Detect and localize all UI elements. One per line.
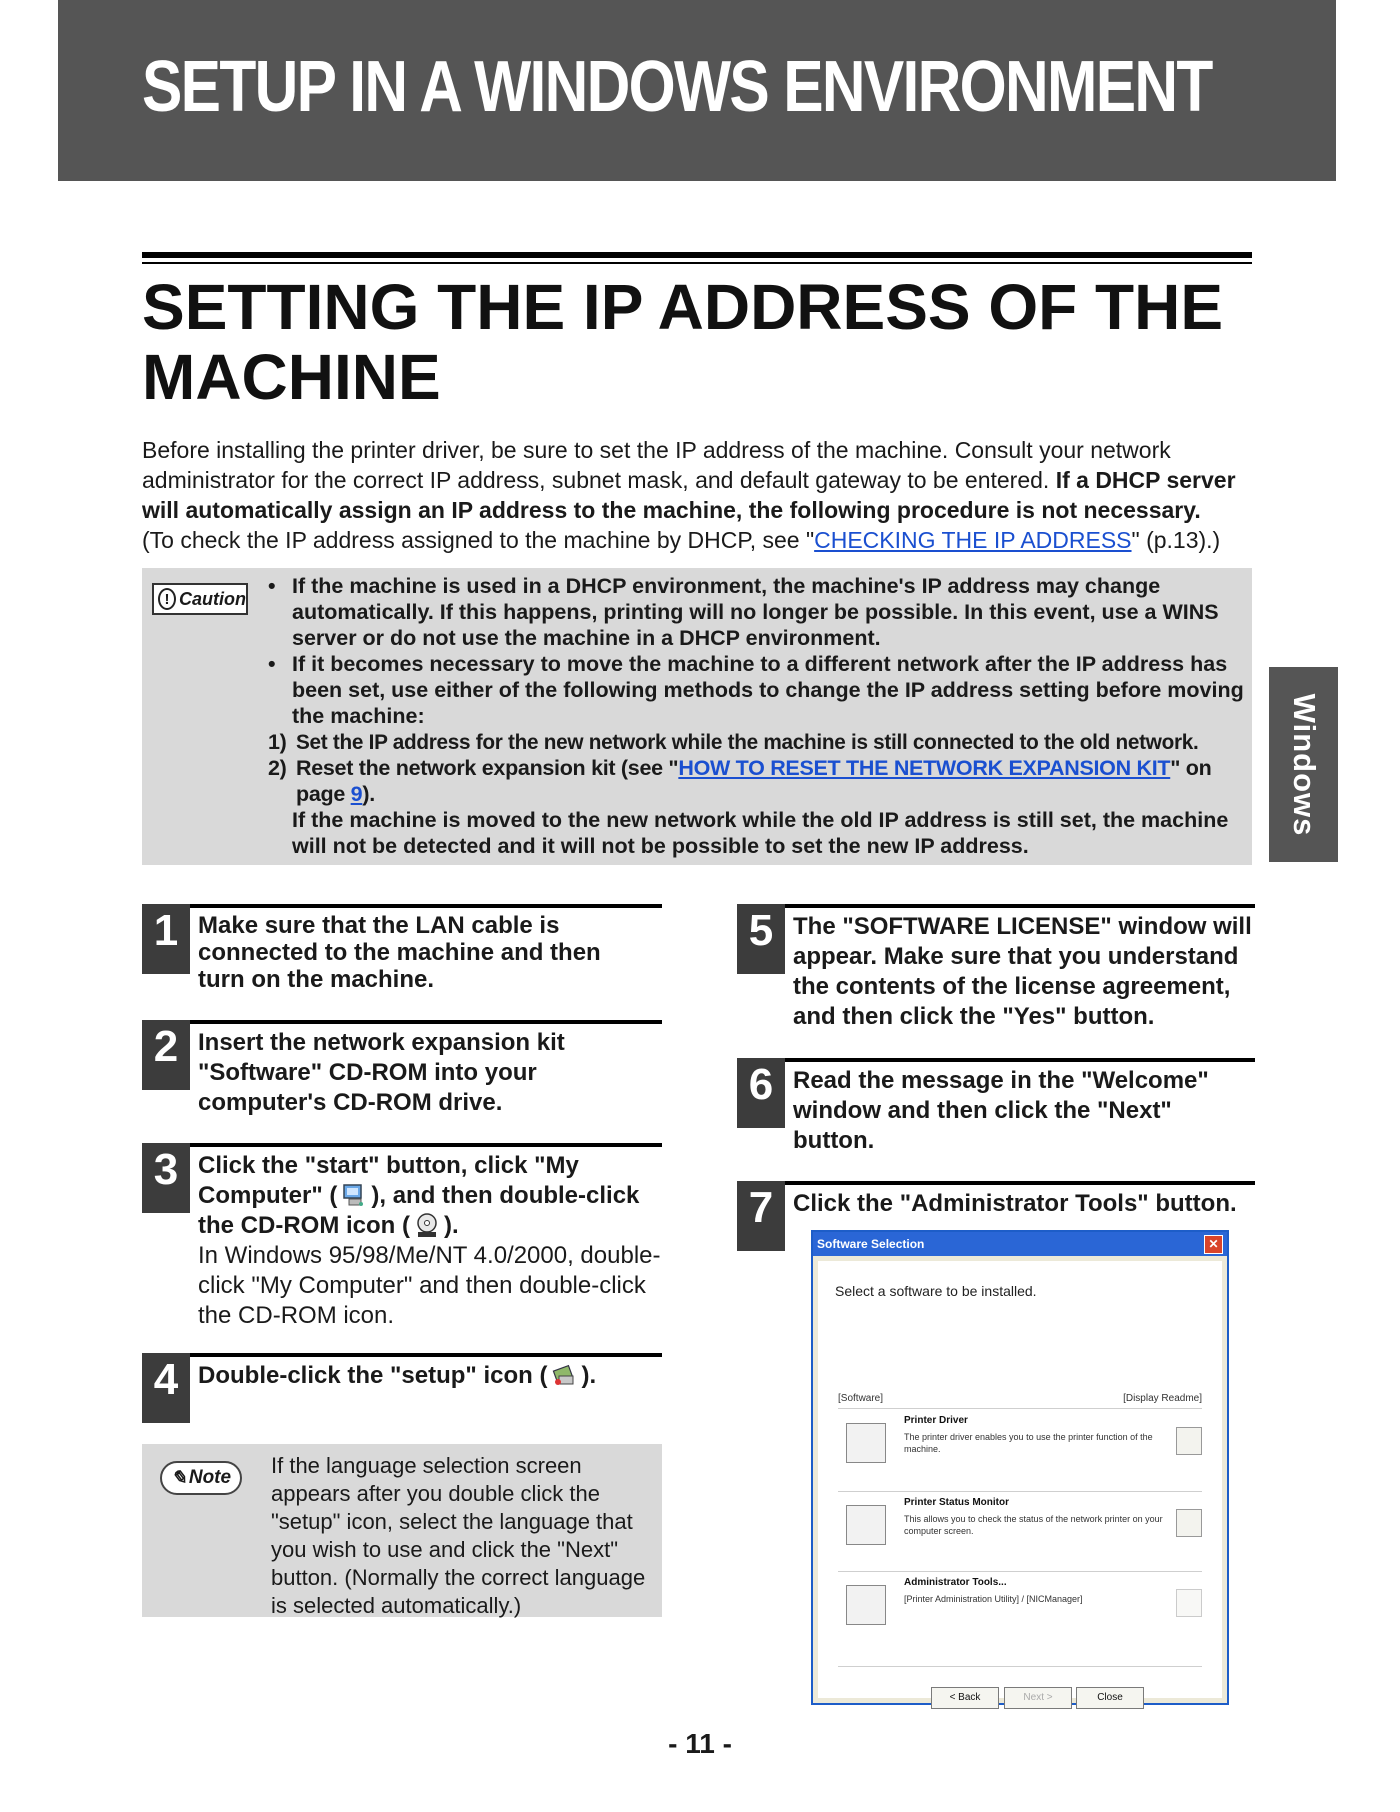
step-rule [142,1143,662,1147]
page-title-line1: SETTING THE IP ADDRESS OF THE [142,271,1223,343]
step-rule [142,1353,662,1357]
caution-list [268,573,1248,859]
note-box [142,1444,662,1617]
software-selection-dialog [811,1230,1229,1705]
my-computer-icon [341,1182,367,1208]
title-rule-thin [142,262,1252,264]
pencil-icon: ✎ [170,1467,187,1489]
caution-item-1-text: Set the IP address for the new network while the machine is still connected to the old network. [296,730,1199,754]
intro-text-3: " (p.13).) [1131,527,1221,553]
dialog-body [818,1261,1222,1703]
title-rule-thick [142,252,1252,258]
readme-icon[interactable] [1176,1589,1202,1617]
step-number: 1 [142,904,190,974]
caution-item-1-number: 1) [268,730,287,754]
step-rule [737,1058,1255,1062]
printer-status-monitor-item[interactable] [838,1495,1202,1565]
readme-icon[interactable] [1176,1509,1202,1537]
intro-bold-text: If a DHCP server will automatically assign an IP address to the machine, the following procedure is not necessary. [142,467,1236,523]
step-rule [142,904,662,908]
caution-item-2-pre: Reset the network expansion kit (see " [296,756,679,780]
intro-paragraph [142,435,1262,555]
administrator-tools-item[interactable] [838,1575,1202,1645]
side-tab-label: Windows [1286,693,1322,836]
software-column-header: [Software] [838,1393,884,1404]
caution-item-2 [268,755,1248,807]
step-number: 2 [142,1020,190,1090]
cd-rom-icon [414,1212,440,1238]
note-text: If the language selection screen appears after you double click the "setup" icon, select the language that you wish to use and click the "Next" button. (Normally the correct language is selected automatically.) [271,1453,646,1618]
intro-text: Before installing the printer driver, be sure to set the IP address of the machine. Consult your network administrator for the correct IP address, subnet mask, and default gateway to be entered. [142,437,1171,493]
step-3-text-2: ), and then double-click the CD-ROM icon ( [198,1182,640,1239]
caution-box [142,568,1252,865]
step-text: The "SOFTWARE LICENSE" window will appear. Make sure that you understand the contents of the license agreement, and then click the "Yes" button. [793,913,1252,1030]
page-title [142,272,1262,412]
back-button[interactable]: < Back [931,1687,999,1709]
readme-icon[interactable] [1176,1427,1202,1455]
display-readme-column-header: [Display Readme] [1123,1393,1202,1404]
item-title: Printer Status Monitor [904,1497,1010,1508]
caution-item-2-mid: " on page [296,756,1212,806]
divider [838,1491,1202,1492]
step-text: Make sure that the LAN cable is connected to the machine and then turn on the machine. [198,912,601,993]
step-number: 6 [737,1058,785,1128]
intro-text-2: (To check the IP address assigned to the machine by DHCP, see " [142,527,815,553]
printer-driver-item[interactable] [838,1413,1202,1483]
next-button[interactable]: Next > [1004,1687,1072,1709]
caution-item-2-number: 2) [268,756,287,780]
step-rule [142,1020,662,1024]
close-icon[interactable]: ✕ [1204,1235,1223,1254]
caution-badge [152,583,248,615]
step-number: 7 [737,1181,785,1251]
caution-bullet-1: • If the machine is used in a DHCP environment, the machine's IP address may change automatically. If this happens, printing will no longer be possible. In this event, use a WINS server or do not use the machine in a DHCP environment. [268,573,1248,651]
reset-network-kit-link[interactable]: HOW TO RESET THE NETWORK EXPANSION KIT [678,756,1171,780]
setup-icon [551,1362,577,1388]
step-number: 3 [142,1143,190,1213]
status-monitor-icon[interactable] [846,1505,886,1545]
step-text [198,1361,658,1391]
step-text: Insert the network expansion kit "Software" CD-ROM into your computer's CD-ROM drive. [198,1029,565,1116]
close-button[interactable]: Close [1076,1687,1144,1709]
item-description: This allows you to check the status of the network printer on your computer screen. [904,1514,1163,1536]
step-4-text-2: ). [581,1362,597,1389]
banner-title: SETUP IN A WINDOWS ENVIRONMENT [142,47,1212,127]
divider [838,1408,1202,1409]
item-title: Printer Driver [904,1415,968,1426]
divider [838,1571,1202,1572]
dialog-title-bar [813,1232,1227,1256]
dialog-prompt: Select a software to be installed. [835,1283,1037,1299]
step-text [198,1151,668,1331]
item-description: [Printer Administration Utility] / [NICManager] [904,1594,1083,1604]
step-rule [737,904,1255,908]
checking-ip-address-link[interactable]: CHECKING THE IP ADDRESS [814,527,1132,553]
printer-driver-icon[interactable] [846,1423,886,1463]
windows-side-tab [1269,667,1338,862]
step-3-plain-text: In Windows 95/98/Me/NT 4.0/2000, double-click "My Computer" and then double-click the CD-ROM icon. [198,1242,661,1329]
step-text: Click the "Administrator Tools" button. [793,1190,1237,1217]
note-label: Note [188,1467,232,1488]
administrator-tools-icon[interactable] [846,1585,886,1625]
step-4-text-1: Double-click the "setup" icon ( [198,1362,548,1389]
step-number: 4 [142,1353,190,1423]
step-text: Read the message in the "Welcome" window and then click the "Next" button. [793,1067,1209,1154]
caution-after-text: If the machine is moved to the new network while the old IP address is still set, the machine will not be detected and it will not be possible to set the new IP address. [292,808,1229,858]
item-description: The printer driver enables you to use the printer function of the machine. [904,1432,1153,1454]
step-3-text-1: Click the "start" button, click "My Computer" ( [198,1152,579,1209]
page-number: - 11 - [668,1728,732,1759]
note-badge [160,1461,242,1495]
caution-label: Caution [179,588,246,609]
step-rule [737,1181,1255,1185]
page-title-line2: MACHINE [142,341,441,413]
caution-item-2-post: ). [362,782,375,806]
item-title: Administrator Tools... [904,1577,1007,1588]
step-3-text-3: ). [443,1212,459,1239]
page-9-link[interactable]: 9 [350,782,363,806]
caution-bullet-2: • If it becomes necessary to move the machine to a different network after the IP address has been set, use either of the following methods to change the IP address setting before moving the machine: [268,651,1248,729]
exclamation-icon: ! [158,588,176,610]
caution-item-1 [268,729,1248,755]
dialog-title: Software Selection [817,1237,925,1251]
divider [838,1666,1202,1667]
header-banner [58,0,1336,181]
step-number: 5 [737,904,785,974]
